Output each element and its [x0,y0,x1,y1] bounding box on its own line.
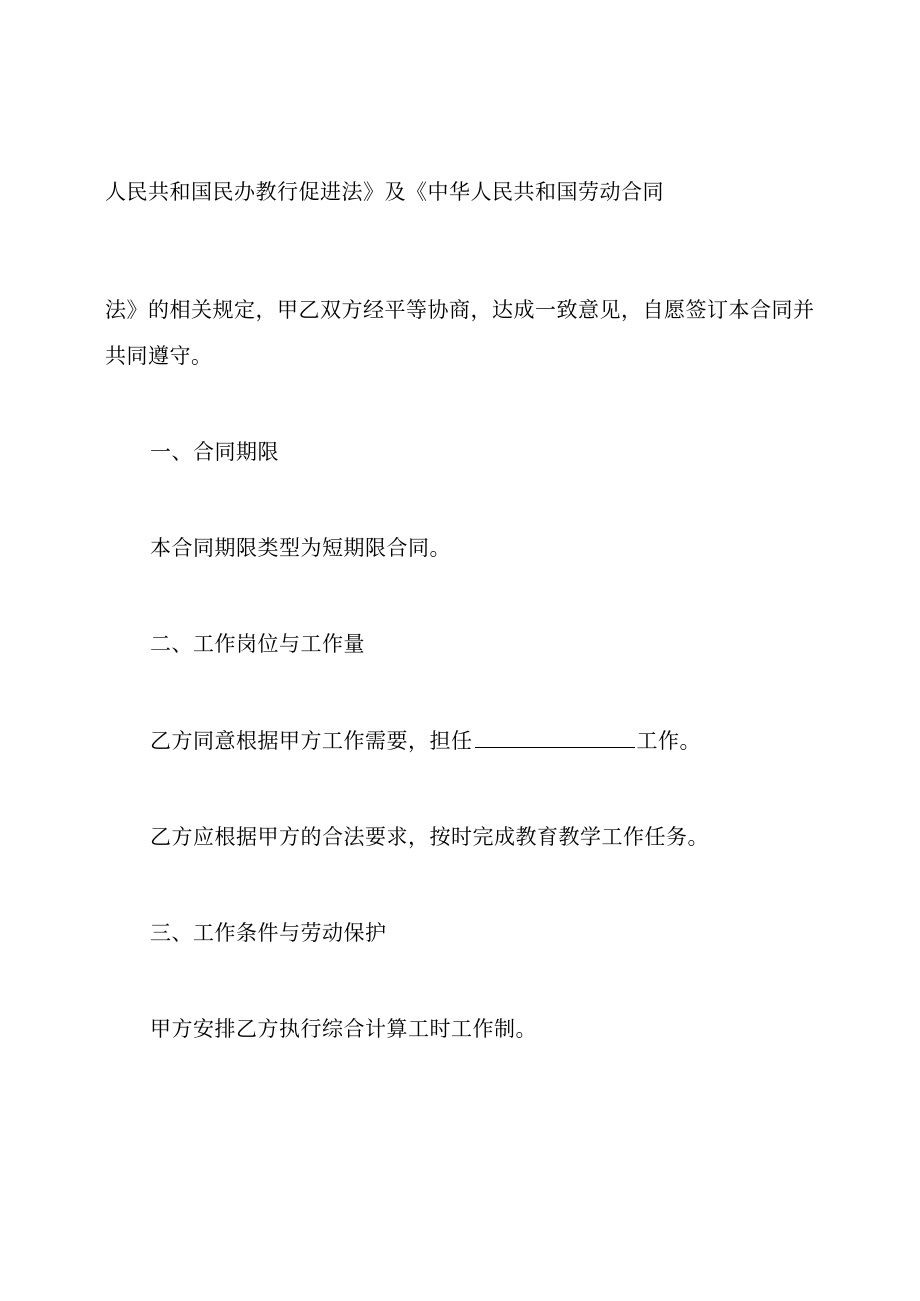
intro-line-1: 人民共和国民办教行促进法》及《中华人民共和国劳动合同 [105,180,664,204]
section-3-body: 甲方安排乙方执行综合计算工时工作制。 [150,1017,537,1041]
section-2-heading: 二、工作岗位与工作量 [150,632,365,656]
duty-suffix: 工作。 [636,729,701,753]
section-1-heading: 一、合同期限 [150,440,279,464]
section-2-duty-line [150,727,701,755]
duty-blank-field[interactable] [475,727,635,748]
intro-line-3: 共同遵守。 [105,344,213,368]
section-3-heading: 三、工作条件与劳动保护 [150,921,387,945]
duty-prefix: 乙方同意根据甲方工作需要，担任 [150,729,473,753]
intro-line-2: 法》的相关规定，甲乙双方经平等协商，达成一致意见，自愿签订本合同并 [105,298,815,322]
section-1-body: 本合同期限类型为短期限合同。 [150,536,451,560]
section-2-requirement: 乙方应根据甲方的合法要求，按时完成教育教学工作任务。 [150,825,709,849]
